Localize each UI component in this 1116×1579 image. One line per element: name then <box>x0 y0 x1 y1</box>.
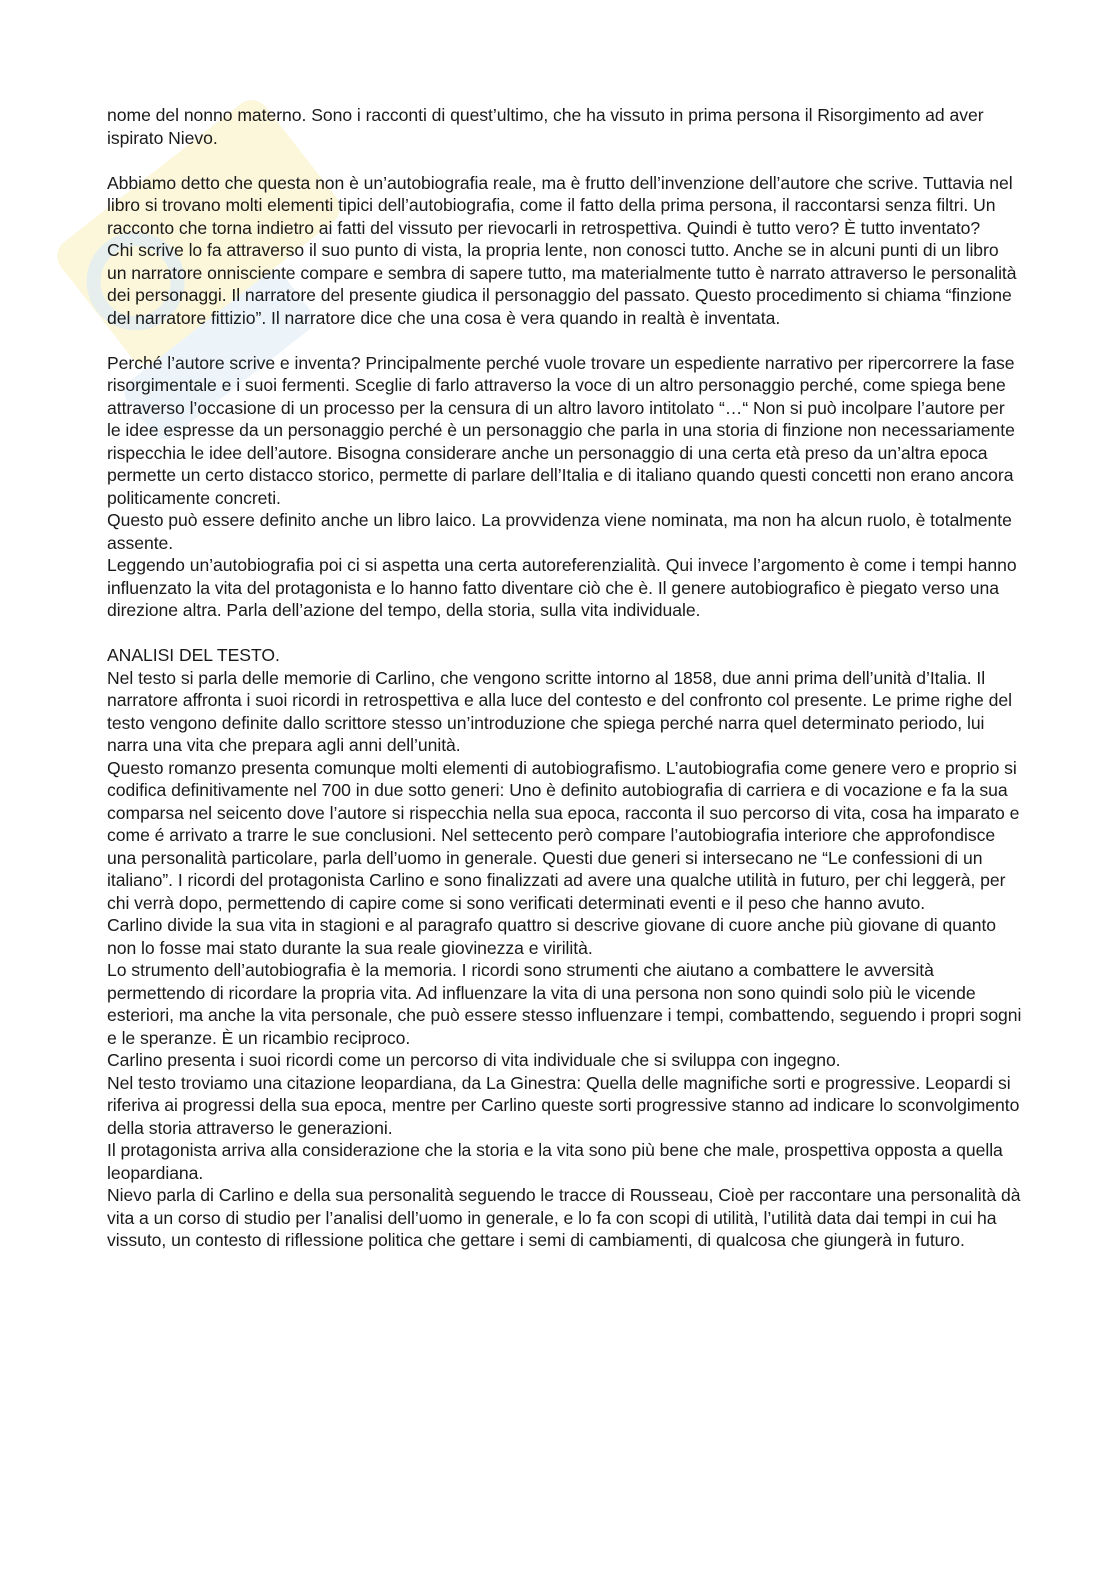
section-heading: ANALISI DEL TESTO. <box>107 645 280 665</box>
paragraph: Leggendo un’autobiografia poi ci si aspetta una certa autoreferenzialità. Qui invece l’argomento è come i tempi hanno influenzato la vita del protagonista e lo hanno fatto diventare ciò che è. Il genere autobiografico è piegato verso una direzione altra. Parla dell’azione del tempo, della storia, sulla vita individuale. <box>107 555 1017 620</box>
paragraph: Chi scrive lo fa attraverso il suo punto di vista, la propria lente, non conosci tutto. Anche se in alcuni punti di un libro un narratore onnisciente compare e sembra di sapere tutto, ma materialmente tutto è narrato attraverso le personalità dei personaggi. Il narratore del presente giudica il personaggio del passato. Questo procedimento si chiama “finzione del narratore fittizio”. Il narratore dice che una cosa è vera quando in realtà è inventata. <box>107 240 1017 328</box>
document-body <box>107 104 1022 1252</box>
paragraph: Carlino presenta i suoi ricordi come un percorso di vita individuale che si sviluppa con ingegno. <box>107 1050 841 1070</box>
paragraph: Nel testo si parla delle memorie di Carlino, che vengono scritte intorno al 1858, due anni prima dell’unità d’Italia. Il narratore affronta i suoi ricordi in retrospettiva e alla luce del contesto e del confronto col presente. Le prime righe del testo vengono definite dallo scrittore stesso un’introduzione che spiega perché narra quel determinato periodo, lui narra una vita che prepara agli anni dell’unità. <box>107 667 1012 755</box>
paragraph: Abbiamo detto che questa non è un’autobiografia reale, ma è frutto dell’invenzione dell’autore che scrive. Tuttavia nel libro si trovano molti elementi tipici dell’autobiografia, come il fatto della prima persona, il raccontarsi senza filtri. Un racconto che torna indietro ai fatti del vissuto per rievocarli in retrospettiva. Quindi è tutto vero? È tutto inventato? <box>107 172 1013 238</box>
paragraph-gap <box>107 329 1022 352</box>
paragraph: Il protagonista arriva alla considerazione che la storia e la vita sono più bene che male, prospettiva opposta a quella leopardiana. <box>107 1140 1003 1183</box>
paragraph: Nel testo troviamo una citazione leopardiana, da La Ginestra: Quella delle magnifiche sorti e progressive. Leopardi si riferiva ai progressi della sua epoca, mentre per Carlino queste sorti progressive stanno ad indicare lo sconvolgimento della storia attraverso le generazioni. <box>107 1072 1020 1138</box>
paragraph-gap <box>107 622 1022 645</box>
paragraph: Questo romanzo presenta comunque molti elementi di autobiografismo. L’autobiografia come genere vero e proprio si codifica definitivamente nel 700 in due sotto generi: Uno è definito autobiografia di carriera e di vocazione e fa la sua comparsa nel seicento dove l’autore si rispecchia nella sua epoca, racconta il suo percorso di vita, cosa ha imparato e come é arrivato a trarre le sue conclusioni. Nel settecento però compare l’autobiografia interiore che approfondisce una personalità particolare, parla dell’uomo in generale. Questi due generi si intersecano ne “Le confessioni di un italiano”. I ricordi del protagonista Carlino e sono finalizzati ad avere una qualche utilità in futuro, per chi leggerà, per chi verrà dopo, permettendo di capire come si sono verificati determinati eventi e il peso che hanno avuto. <box>107 757 1020 913</box>
paragraph: Nievo parla di Carlino e della sua personalità seguendo le tracce di Rousseau, Cioè per raccontare una personalità dà vita a un corso di studio per l’analisi dell’uomo in generale, e lo fa con scopi di utilità, l’utilità data dai tempi in cui ha vissuto, un contesto di riflessione politica che gettare i semi di cambiamenti, di qualcosa che giungerà in futuro. <box>107 1185 1021 1250</box>
paragraph: Lo strumento dell’autobiografia è la memoria. I ricordi sono strumenti che aiutano a combattere le avversità permettendo di ricordare la propria vita. Ad influenzare la vita di una persona non sono quindi solo più le vicende esteriori, ma anche la vita personale, che può essere stesso influenzare i tempi, combattendo, seguendo i propri sogni e le speranze. È un ricambio reciproco. <box>107 960 1022 1048</box>
paragraph: Questo può essere definito anche un libro laico. La provvidenza viene nominata, ma non ha alcun ruolo, è totalmente assente. <box>107 510 1012 553</box>
paragraph: Perché l’autore scrive e inventa? Principalmente perché vuole trovare un espediente narrativo per ripercorrere la fase risorgimentale e i suoi fermenti. Sceglie di farlo attraverso la voce di un altro personaggio perché, come spiega bene attraverso l’occasione di un processo per la censura di un altro lavoro intitolato “…“ Non si può incolpare l’autore per le idee espresse da un personaggio perché è un personaggio che parla in una storia di finzione non necessariamente rispecchia le idee dell’autore. Bisogna considerare anche un personaggio di una certa età preso da un’altra epoca permette un certo distacco storico, permette di parlare dell’Italia e di italiano quando questi concetti non erano ancora politicamente concreti. <box>107 352 1015 508</box>
paragraph: Carlino divide la sua vita in stagioni e al paragrafo quattro si descrive giovane di cuore anche più giovane di quanto non lo fosse mai stato durante la sua reale giovinezza e virilità. <box>107 915 997 958</box>
paragraph-gap <box>107 149 1022 172</box>
paragraph: nome del nonno materno. Sono i racconti di quest’ultimo, che ha vissuto in prima persona il Risorgimento ad aver ispirato Nievo. <box>107 105 984 148</box>
